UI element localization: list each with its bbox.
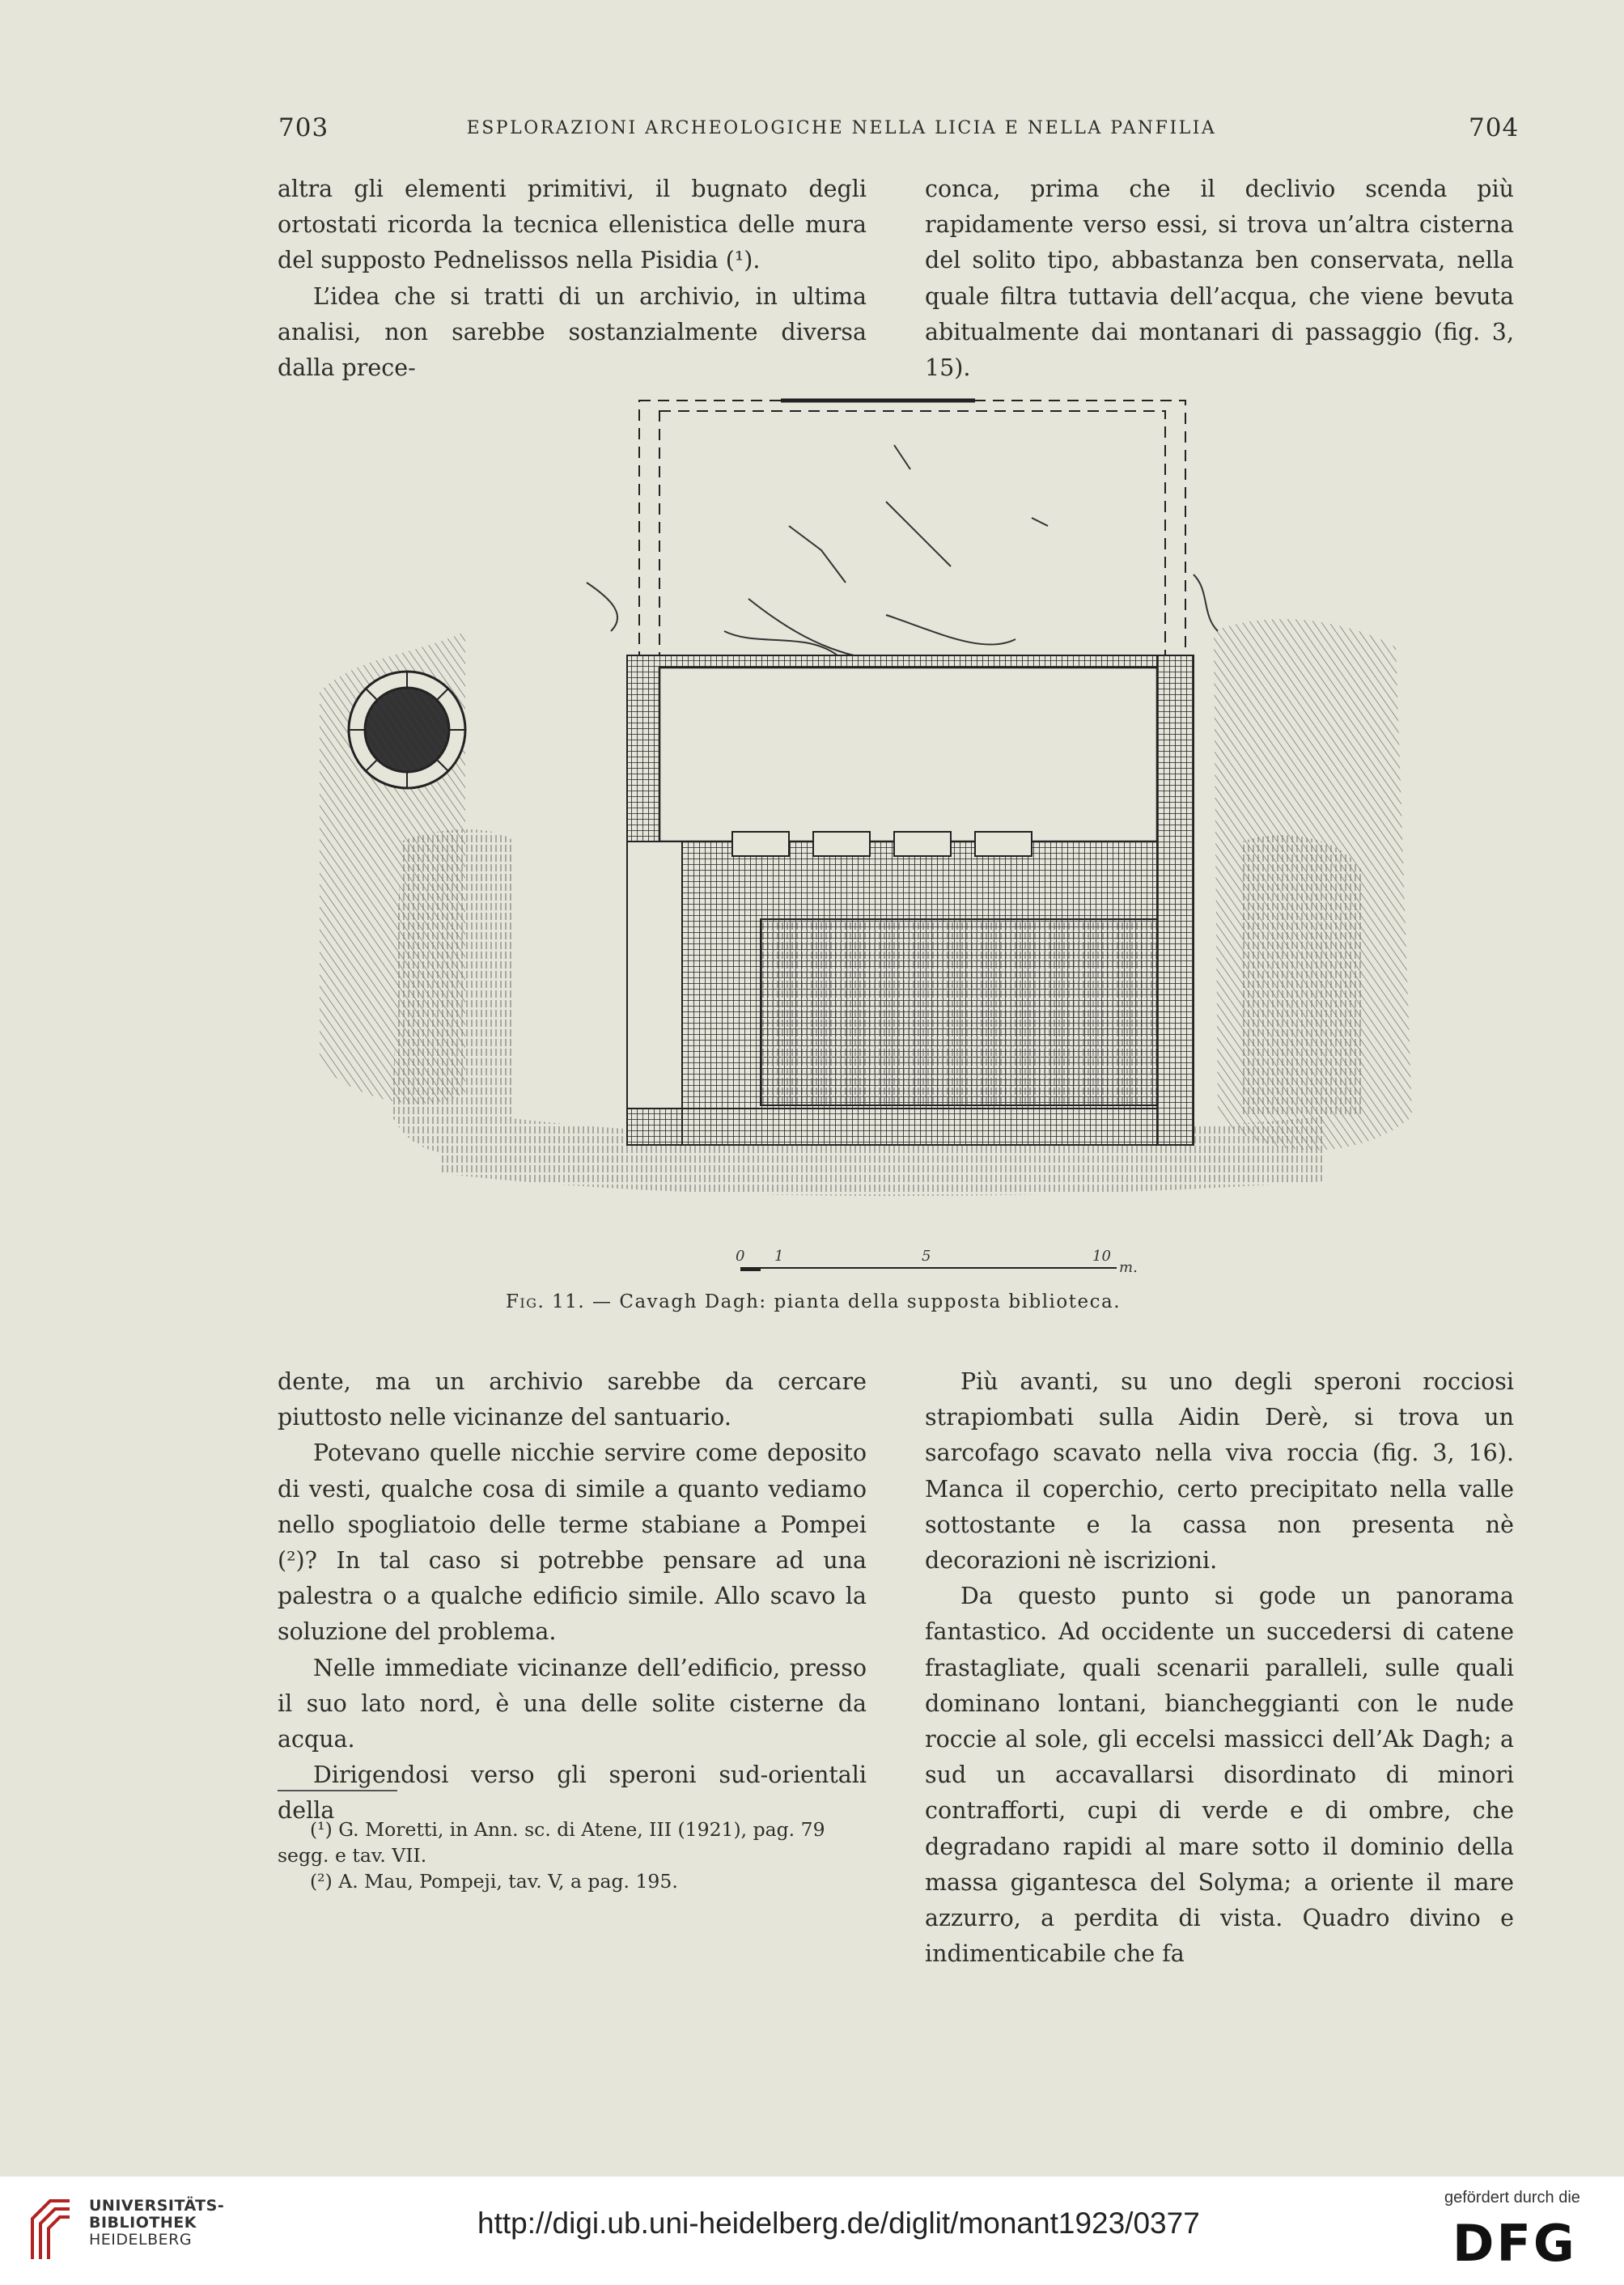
- library-name: [89, 2198, 224, 2249]
- text-column-top-right: [925, 172, 1514, 386]
- paragraph: L’idea che si tratti di un archivio, in ultima analisi, non sarebbe sostanzialmente diversa dalla prece-: [278, 282, 867, 382]
- building-walls: [627, 655, 1194, 1145]
- footnote-1: (¹) G. Moretti, in Ann. sc. di Atene, III (1921), pag. 79 segg. e tav. VII.: [278, 1818, 825, 1867]
- scale-label: 1: [774, 1248, 784, 1265]
- paragraph: dente, ma un archivio sarebbe da cercare piuttosto nelle vicinanze del santuario.: [278, 1368, 867, 1431]
- running-title: ESPLORAZIONI ARCHEOLOGICHE NELLA LICIA E NELLA PANFILIA: [466, 118, 1217, 138]
- cistern: [349, 672, 465, 788]
- library-logo-icon: [26, 2194, 76, 2266]
- footnote-rule: [278, 1790, 397, 1791]
- text-column-bottom-right: [925, 1364, 1514, 1972]
- library-line: HEIDELBERG: [89, 2231, 193, 2249]
- scale-label: 0: [736, 1248, 745, 1265]
- footnotes: [278, 1817, 876, 1894]
- footnote-2: (²) A. Mau, Pompeji, tav. V, a pag. 195.: [310, 1870, 678, 1893]
- sponsor-text: gefördert durch die: [1444, 2189, 1580, 2207]
- caption-figure-number: Fig. 11.: [505, 1291, 586, 1312]
- text-column-top-left: [278, 172, 867, 386]
- scale-label: 10: [1092, 1248, 1111, 1265]
- text-column-bottom-left: [278, 1364, 867, 1829]
- rock-sketch: [587, 445, 1218, 655]
- page-url-link[interactable]: http://digi.ub.uni-heidelberg.de/diglit/monant1923/0377: [477, 2207, 1200, 2240]
- dfg-logo: DFG: [1452, 2214, 1577, 2273]
- caption-text: — Cavagh Dagh: pianta della supposta biblioteca.: [585, 1291, 1122, 1312]
- page-number-right: 704: [1469, 113, 1520, 142]
- figure-caption: [275, 1291, 1351, 1312]
- page-number-left: 703: [278, 113, 329, 142]
- paragraph: altra gli elementi primitivi, il bugnato degli ortostati ricorda la tecnica ellenistica delle mura del supposto Pednelissos nella Pisidia (¹).: [278, 176, 867, 274]
- scale-bar: [736, 1248, 1138, 1276]
- plan-figure: [320, 388, 1481, 1287]
- library-line: UNIVERSITÄTS-: [89, 2197, 225, 2215]
- paragraph: Da questo punto si gode un panorama fantastico. Ad occidente un succedersi di catene frastagliate, quali scenarii paralleli, sulle quali dominano lontani, biancheggianti con le nude roccie al sole, gli eccelsi massicci dell’Ak Dagh; a sud un accavallarsi disordinato di minori contrafforti, cupi di verde e di ombre, che degradano rapidi al mare sotto il dominio della massa gigantesca del Solyma; a oriente il mare azzurro, a perdita di vista. Quadro divino e indimenticabile che fa: [925, 1583, 1514, 1968]
- scale-label: 5: [922, 1248, 931, 1265]
- scale-label: m.: [1119, 1259, 1138, 1276]
- paragraph: Nelle immediate vicinanze dell’edificio, presso il suo lato nord, è una delle solite cisterne da acqua.: [278, 1654, 867, 1753]
- library-line: BIBLIOTHEK: [89, 2214, 197, 2232]
- paragraph: conca, prima che il declivio scenda più rapidamente verso essi, si trova un’altra cisterna del solito tipo, abbastanza ben conservata, nella quale filtra tuttavia dell’acqua, che viene bevuta abitualmente dai montanari di passaggio (fig. 3, 15).: [925, 176, 1514, 382]
- paragraph: Dirigendosi verso gli speroni sud-orientali della: [278, 1761, 867, 1825]
- paragraph: Potevano quelle nicchie servire come deposito di vesti, qualche cosa di simile a quanto vediamo nello spogliatoio delle terme stabiane a Pompei (²)? In tal caso si potrebbe pensare ad una palestra o a qualche edificio simile. Allo scavo la soluzione del problema.: [278, 1439, 867, 1646]
- paragraph: Più avanti, su uno degli speroni rocciosi strapiombati sulla Aidin Derè, si trova un sarcofago scavato nella viva roccia (fig. 3, 16). Manca il coperchio, certo precipitato nella valle sottostante e la cassa non presenta nè decorazioni nè iscrizioni.: [925, 1368, 1514, 1575]
